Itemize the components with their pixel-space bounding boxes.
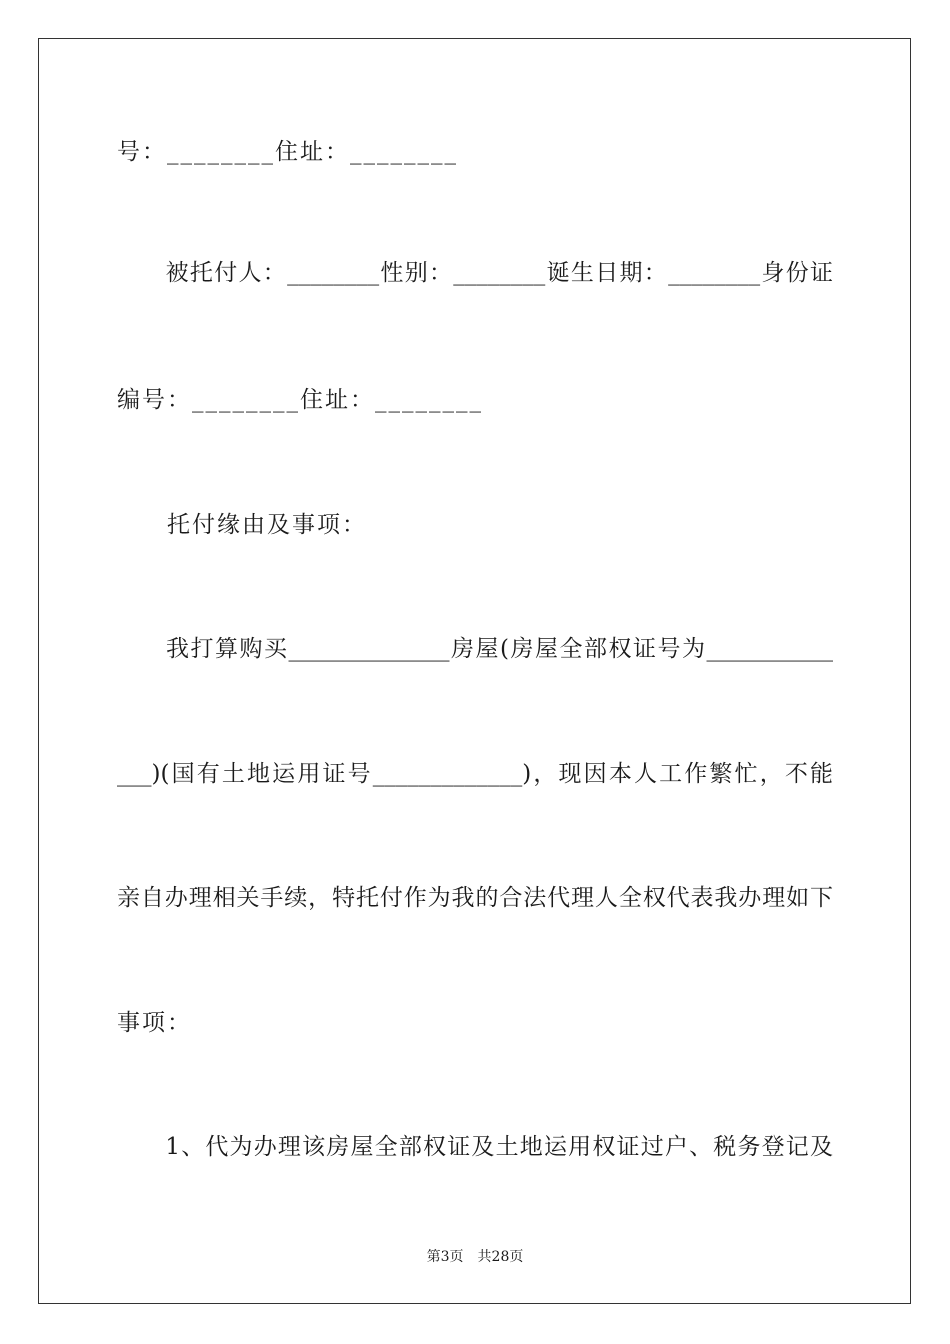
text-line-2: 被托付人：________性别：________诞生日期：________身份证 bbox=[117, 260, 833, 286]
text-line-9: 1、代为办理该房屋全部权证及土地运用权证过户、税务登记及 bbox=[117, 1134, 833, 1160]
text-line-6: ___)(国有土地运用证号_____________)，现因本人工作繁忙，不能 bbox=[117, 761, 833, 787]
text-line-7: 亲自办理相关手续，特托付作为我的合法代理人全权代表我办理如下 bbox=[117, 885, 833, 911]
text-line-1: 号：________住址：________ bbox=[117, 139, 458, 165]
text-line-4: 托付缘由及事项： bbox=[117, 512, 367, 538]
text-line-3: 编号：________住址：________ bbox=[117, 387, 483, 413]
page-number-footer: 第3页 共28页 bbox=[426, 1249, 524, 1265]
text-line-5: 我打算购买______________房屋(房屋全部权证号为___________ bbox=[117, 636, 833, 662]
page-border bbox=[38, 38, 911, 1304]
text-line-8: 事项： bbox=[117, 1010, 192, 1036]
